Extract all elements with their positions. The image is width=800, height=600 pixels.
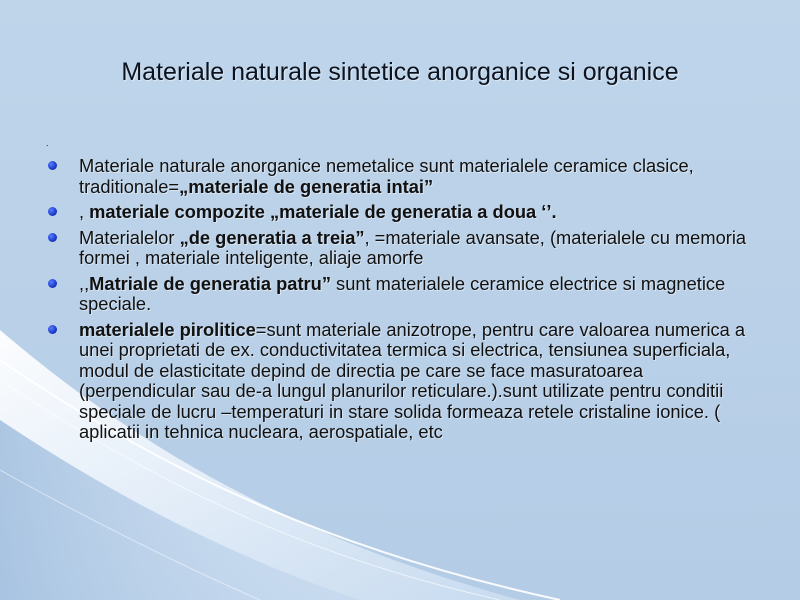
- bullet-item: [46, 202, 758, 223]
- stray-mark: .: [46, 138, 49, 148]
- bullet-item: [46, 320, 758, 443]
- bullet-item: [46, 228, 758, 269]
- bullet-text-bold: Matriale de generatia patru”: [89, 272, 331, 294]
- bullet-list: [46, 156, 758, 448]
- bullet-dot-icon: [48, 279, 57, 288]
- bullet-text-bold: materiale compozite „materiale de generatia a doua ‘’.: [89, 201, 557, 222]
- bullet-text: ,,: [79, 272, 90, 294]
- bullet-dot-icon: [48, 325, 57, 334]
- bullet-text-bold: „materiale de generatia intai”: [179, 175, 434, 197]
- bullet-text: Materiale naturale anorganice nemetalice sunt materialele ceramice clasice, traditionale=: [79, 155, 694, 197]
- bullet-text: sunt materialele ceramice electrice si magnetice speciale.: [79, 272, 726, 314]
- bullet-dot-icon: [48, 161, 57, 170]
- bullet-text: ,: [79, 201, 90, 222]
- slide-title: Materiale naturale sintetice anorganice si organice: [121, 58, 679, 86]
- bullet-text-bold: „de generatia a treia”: [179, 226, 365, 248]
- bullet-dot-icon: [48, 207, 57, 216]
- bullet-item: [46, 274, 758, 315]
- bullet-text: =sunt materiale anizotrope, pentru care valoarea numerica a unei proprietati de ex. conductivitatea termica si electrica, tensiunea superficiala, modul de elasticitate depind de directia pe care se face masuratoarea (perpendicular sau de-a lungul planurilor reticulare.).sunt utilizate pentru conditii speciale de lucru –temperaturi in stare solida formeaza retele cristaline ionice. ( aplicatii in tehnica nucleara, aerospatiale, etc: [79, 318, 746, 442]
- bullet-dot-icon: [48, 233, 57, 242]
- bullet-item: [46, 156, 758, 197]
- bullet-text: Materialelor: [79, 226, 180, 248]
- bullet-text-bold: materialele pirolitice: [79, 318, 256, 340]
- bullet-text: , =materiale avansate, (materialele cu memoria formei , materiale inteligente, aliaje amorfe: [79, 226, 747, 268]
